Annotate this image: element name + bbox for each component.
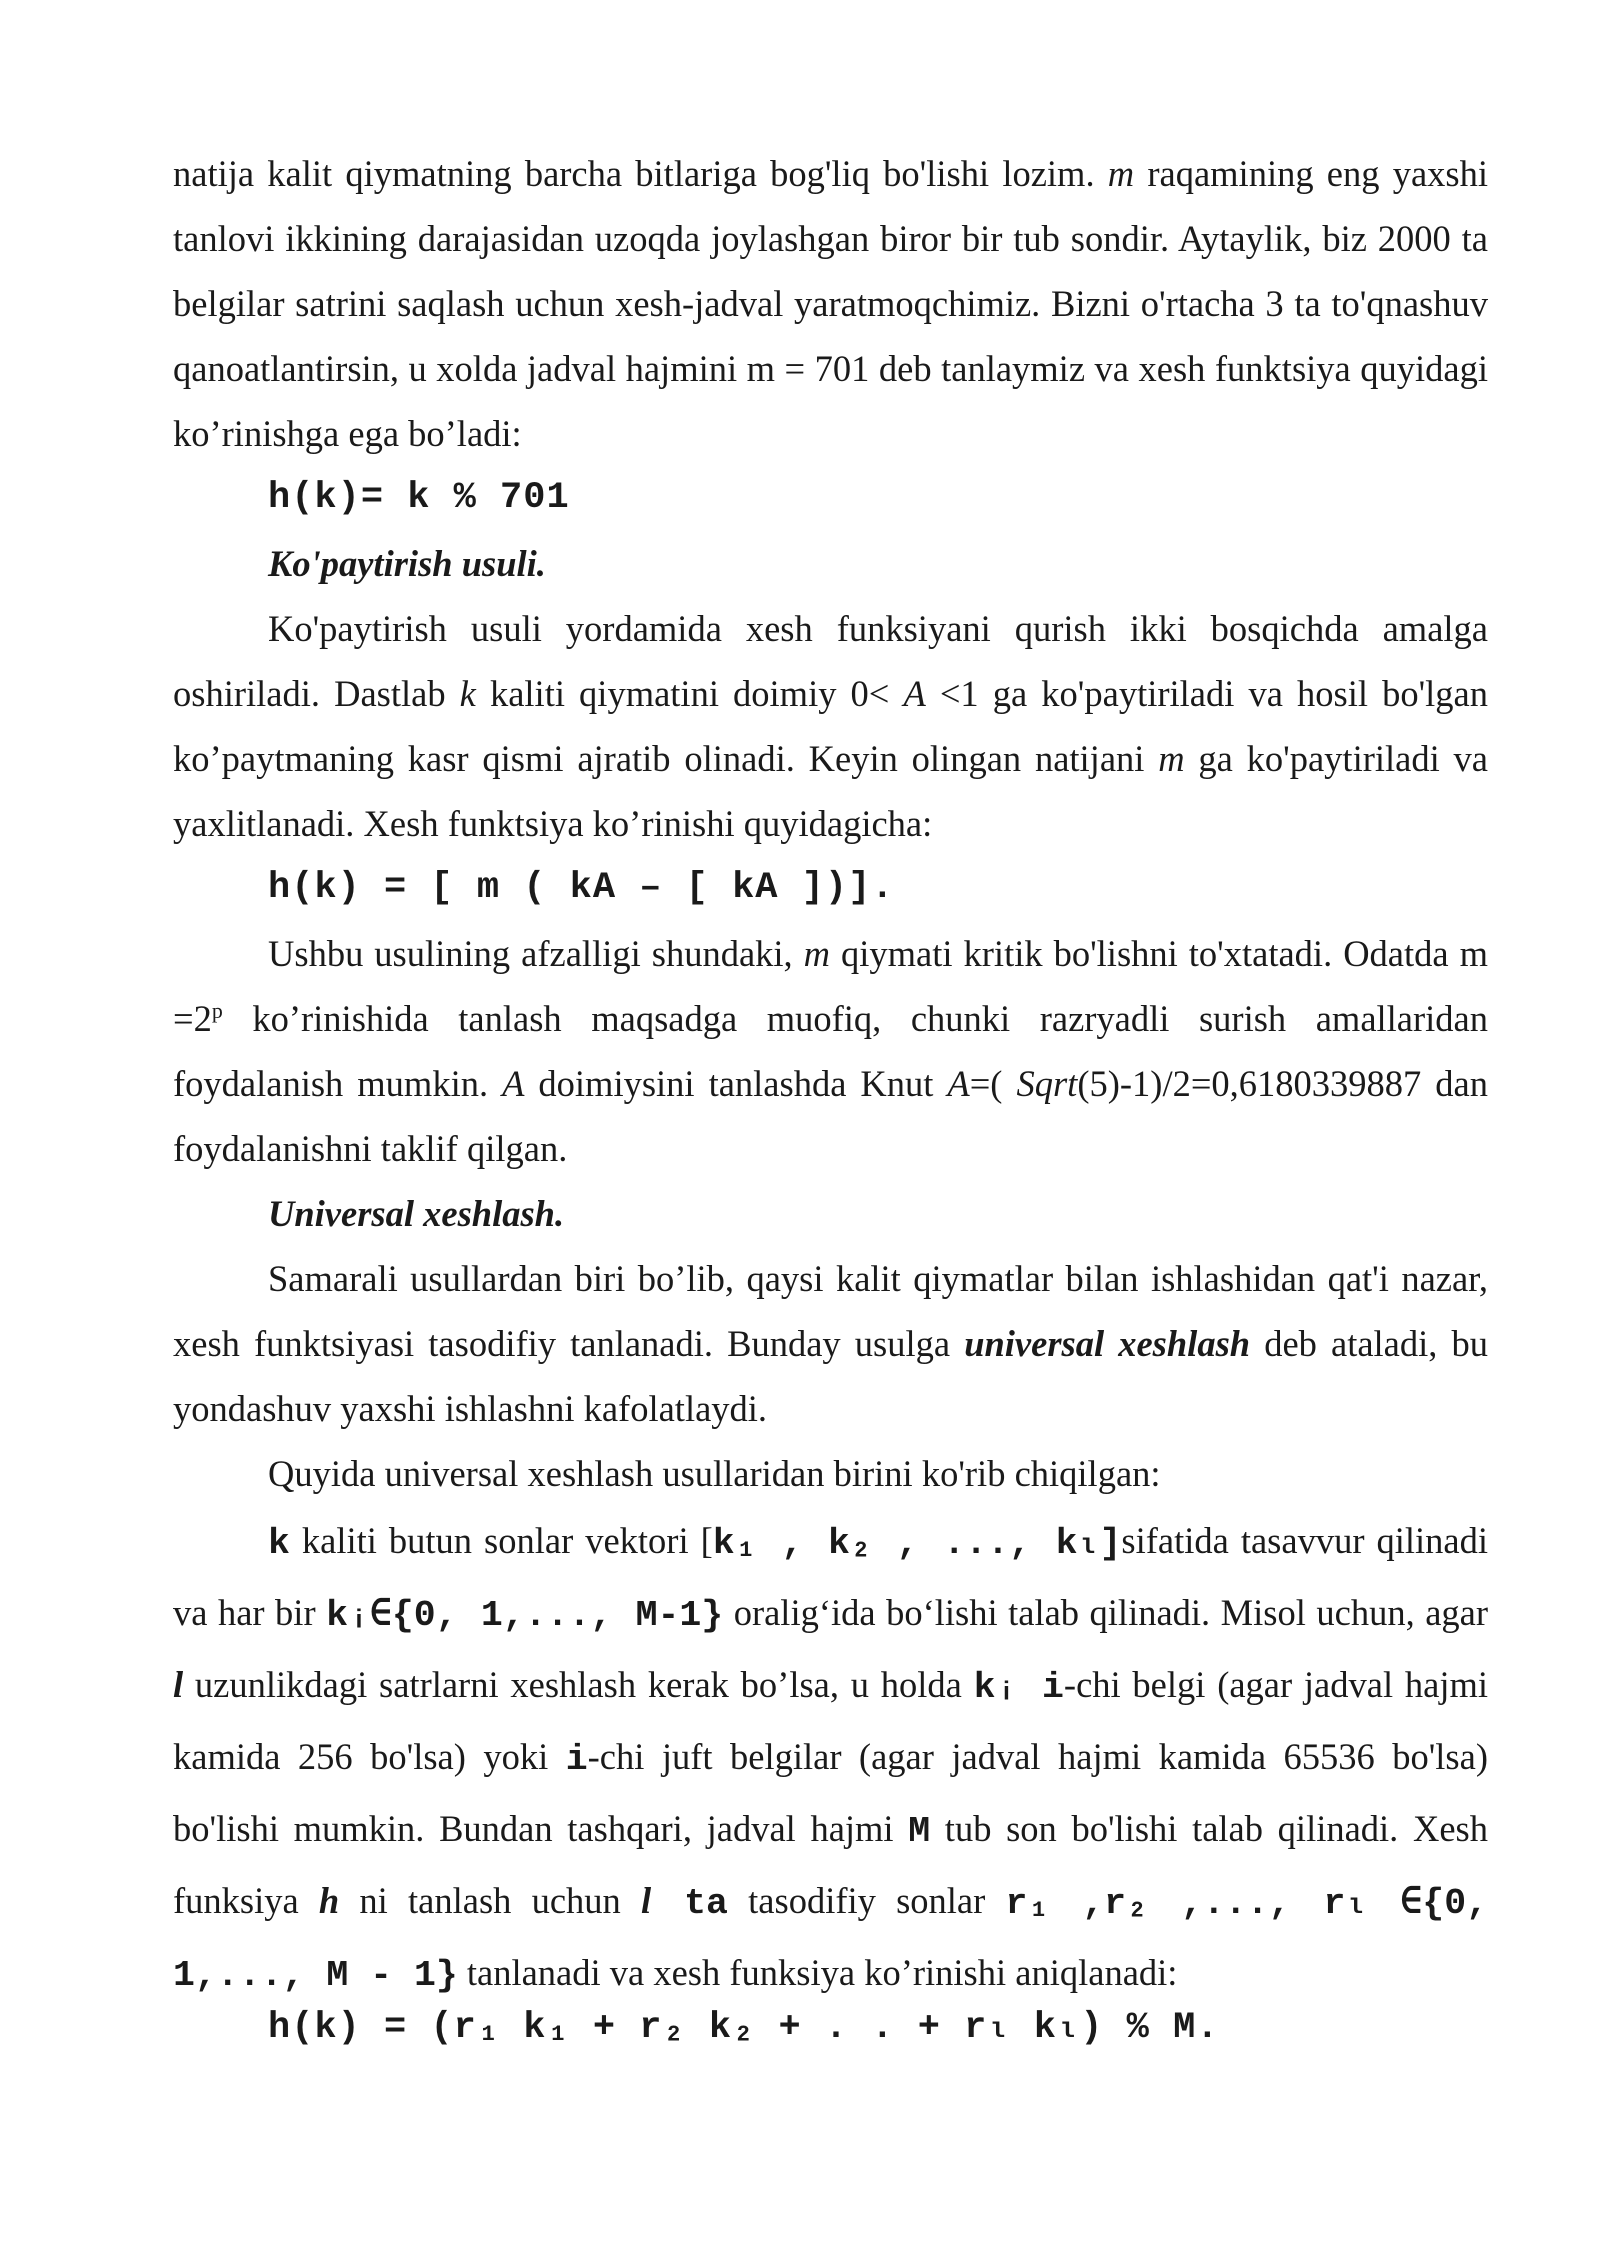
heading-multiplication-method: Ko'paytirish usuli. bbox=[268, 543, 546, 584]
heading-universal-hashing: Universal xeshlash. bbox=[268, 1193, 565, 1234]
code-var: i bbox=[565, 1739, 588, 1780]
paragraph-vector bbox=[173, 1506, 1488, 2010]
italic-var: A bbox=[947, 1063, 970, 1104]
text: ga ko'paytiriladi va yaxlitlanadi. Xesh funktsiya ko’rinishi quyidagicha: bbox=[173, 738, 1488, 844]
text: sifatida tasavvur qilinadi va har bir bbox=[173, 1520, 1488, 1633]
formula-universal: h(k) = (r₁ k₁ + r₂ k₂ + . . + rₗ kₗ) % M. bbox=[268, 2007, 1220, 2049]
italic-var: h bbox=[318, 1880, 340, 1921]
paragraph-multiplication bbox=[173, 596, 1488, 856]
code-text: ta bbox=[651, 1883, 728, 1924]
italic-var: A bbox=[502, 1063, 525, 1104]
code-range: r₁ ,r₂ ,..., rₗ ∈{0, 1,..., M - 1} bbox=[173, 1883, 1488, 1996]
superscript: p bbox=[211, 997, 223, 1023]
text: qiymati kritik bo'lishni to'xtatadi. Odatda m =2 bbox=[173, 933, 1488, 1039]
paragraph-universal bbox=[173, 1246, 1488, 1441]
code-range: kᵢ∈{0, 1,..., M-1} bbox=[326, 1595, 724, 1636]
text: deb ataladi, bu yondashuv yaxshi ishlashni kafolatlaydi. bbox=[173, 1323, 1488, 1429]
italic-var: k bbox=[459, 673, 476, 714]
text: oralig‘ida bo‘lishi talab qilinadi. Misol uchun, agar bbox=[723, 1592, 1489, 1633]
italic-var: l bbox=[641, 1880, 652, 1921]
text: raqamining eng yaxshi tanlovi ikkining darajasidan uzoqda joylashgan biror bir tub sondir. Aytaylik, biz 2000 ta belgilar satrini saqlash uchun xesh-jadval yaratmoqchimiz. Bizni o'rtacha 3 ta to'qnashuv qanoatlantirsin, u xolda jadval hajmini m = 701 deb tanlaymiz va xesh funktsiya quyidagi ko’rinishga ega bo’ladi: bbox=[173, 153, 1488, 454]
paragraph-intro bbox=[173, 141, 1488, 466]
text: <1 ga ko'paytiriladi va hosil bo'lgan ko’paytmaning kasr qismi ajratib olinadi. Keyin olingan natijani bbox=[173, 673, 1488, 779]
code-var: M bbox=[908, 1811, 931, 1852]
formula-multiplication: h(k) = [ m ( kA – [ kA ])]. bbox=[268, 867, 895, 909]
text: kaliti butun sonlar vektori [ bbox=[289, 1520, 713, 1561]
paragraph-advantage bbox=[173, 921, 1488, 1181]
text: =( bbox=[969, 1063, 1017, 1104]
code-var: k bbox=[268, 1523, 290, 1564]
paragraph-below: Quyida universal xeshlash usullaridan birini ko'rib chiqilgan: bbox=[268, 1453, 1161, 1494]
text: -chi belgi (agar jadval hajmi kamida 256 bo'lsa) yoki bbox=[173, 1664, 1488, 1777]
text: ni tanlash uchun bbox=[339, 1880, 641, 1921]
text: kaliti qiymatini doimiy 0< bbox=[475, 673, 904, 714]
italic-func: Sqrt bbox=[1016, 1063, 1078, 1104]
text: ko’rinishida tanlash maqsadga muofiq, chunki razryadli surish amallaridan foydalanish mumkin. bbox=[173, 998, 1488, 1104]
text: uzunlikdagi satrlarni xeshlash kerak bo’lsa, u holda bbox=[183, 1664, 974, 1705]
text: tasodifiy sonlar bbox=[727, 1880, 1006, 1921]
text: Ko'paytirish usuli yordamida xesh funksiyani qurish ikki bosqichda amalga oshiriladi. Dastlab bbox=[173, 608, 1488, 714]
code-var: kᵢ i bbox=[973, 1667, 1064, 1708]
formula-mod-701: h(k)= k % 701 bbox=[268, 477, 570, 519]
text: (5)-1)/2=0,6180339887 dan foydalanishni taklif qilgan. bbox=[173, 1063, 1489, 1169]
text: tanlanadi va xesh funksiya ko’rinishi aniqlanadi: bbox=[457, 1952, 1178, 1993]
text: doimiysini tanlashda Knut bbox=[524, 1063, 948, 1104]
text: Ushbu usulining afzalligi shundaki, bbox=[268, 933, 804, 974]
code-vector: k₁ , k₂ , ..., kₗ] bbox=[712, 1523, 1122, 1564]
text: natija kalit qiymatning barcha bitlariga bog'liq bo'lishi lozim. bbox=[173, 153, 1108, 194]
italic-var: l bbox=[173, 1664, 184, 1705]
italic-var: m bbox=[1158, 738, 1185, 779]
text: -chi juft belgilar (agar jadval hajmi kamida 65536 bo'lsa) bo'lishi mumkin. Bundan tashqari, jadval hajmi bbox=[173, 1736, 1488, 1849]
text: Samarali usullardan biri bo’lib, qaysi kalit qiymatlar bilan ishlashidan qat'i nazar, xesh funktsiyasi tasodifiy tanlanadi. Bunday usulga bbox=[173, 1258, 1488, 1364]
italic-var: m bbox=[1107, 153, 1135, 194]
text: tub son bo'lishi talab qilinadi. Xesh funksiya bbox=[173, 1808, 1488, 1921]
italic-var: m bbox=[803, 933, 831, 974]
bold-term: universal xeshlash bbox=[964, 1323, 1251, 1364]
italic-var: A bbox=[903, 673, 926, 714]
